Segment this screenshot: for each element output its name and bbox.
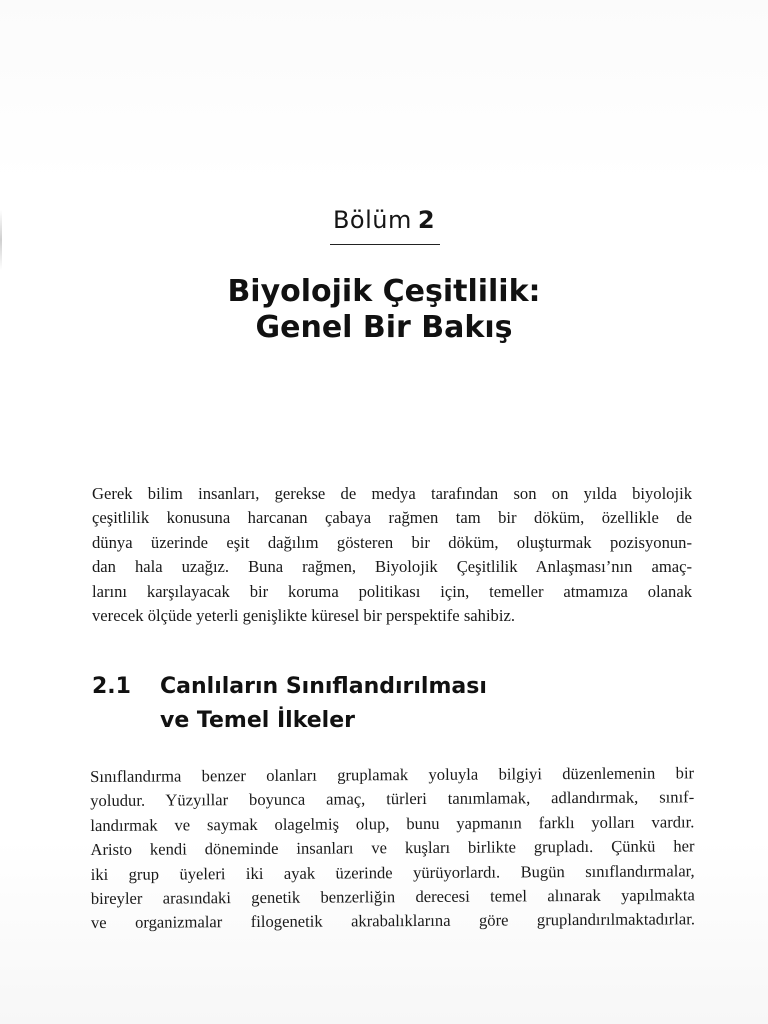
chapter-label	[0, 206, 768, 234]
chapter-title-line: Genel Bir Bakış	[255, 310, 513, 345]
chapter-title	[0, 274, 768, 346]
body-line: ve organizmalar filogenetik akrabalıklarına göre gruplandırılmaktadırlar.	[90, 909, 696, 933]
body-line: landırmak ve saymak olagelmiş olup, bunu yapmanın farklı yolları vardır.	[90, 812, 695, 835]
section-number: 2.1	[92, 674, 131, 699]
body-line: Sınıflandırma benzer olanları gruplamak yoluyla bilgiyi düzenlemenin bir	[90, 763, 695, 786]
intro-line: verecek ölçüde yeterli genişlikte küresel bir perspektife sahibiz.	[92, 606, 515, 626]
section-title	[160, 670, 600, 738]
body-line: yoludur. Yüzyıllar boyunca amaç, türleri tanımlamak, adlandırmak, sınıf-	[90, 787, 695, 811]
chapter-word: Bölüm	[332, 206, 412, 234]
intro-paragraph	[92, 482, 692, 628]
chapter-number: 2	[417, 206, 436, 234]
body-line: iki grup üyeleri iki ayak üzerinde yürüyorlardı. Bugün sınıflandırmalar,	[90, 860, 695, 884]
body-paragraph	[90, 761, 695, 936]
intro-line: dan hala uzağız. Buna rağmen, Biyolojik Çeşitlilik Anlaşması’nın amaç-	[92, 557, 692, 577]
intro-line: dünya üzerinde eşit dağılım gösteren bir döküm, oluşturmak pozisyonun-	[92, 532, 692, 552]
chapter-title-line: Biyolojik Çeşitlilik:	[227, 274, 541, 309]
body-line: bireyler arasındaki genetik benzerliğin derecesi temel alınarak yapılmakta	[90, 885, 695, 909]
section-title-line: Canlıların Sınıflandırılması	[160, 674, 487, 699]
intro-line: Gerek bilim insanları, gerekse de medya tarafından son on yılda biyolojik	[92, 484, 692, 503]
body-line: Aristo kendi döneminde insanları ve kuşları birlikte grupladı. Çünkü her	[90, 836, 695, 860]
chapter-divider	[330, 244, 440, 245]
section-title-line: ve Temel İlkeler	[160, 708, 355, 733]
intro-line: larını karşılayacak bir koruma politikası için, temeller atmamıza olanak	[92, 581, 692, 601]
intro-line: çeşitlilik konusuna harcanan çabaya rağmen tam bir döküm, özellikle de	[92, 508, 692, 528]
